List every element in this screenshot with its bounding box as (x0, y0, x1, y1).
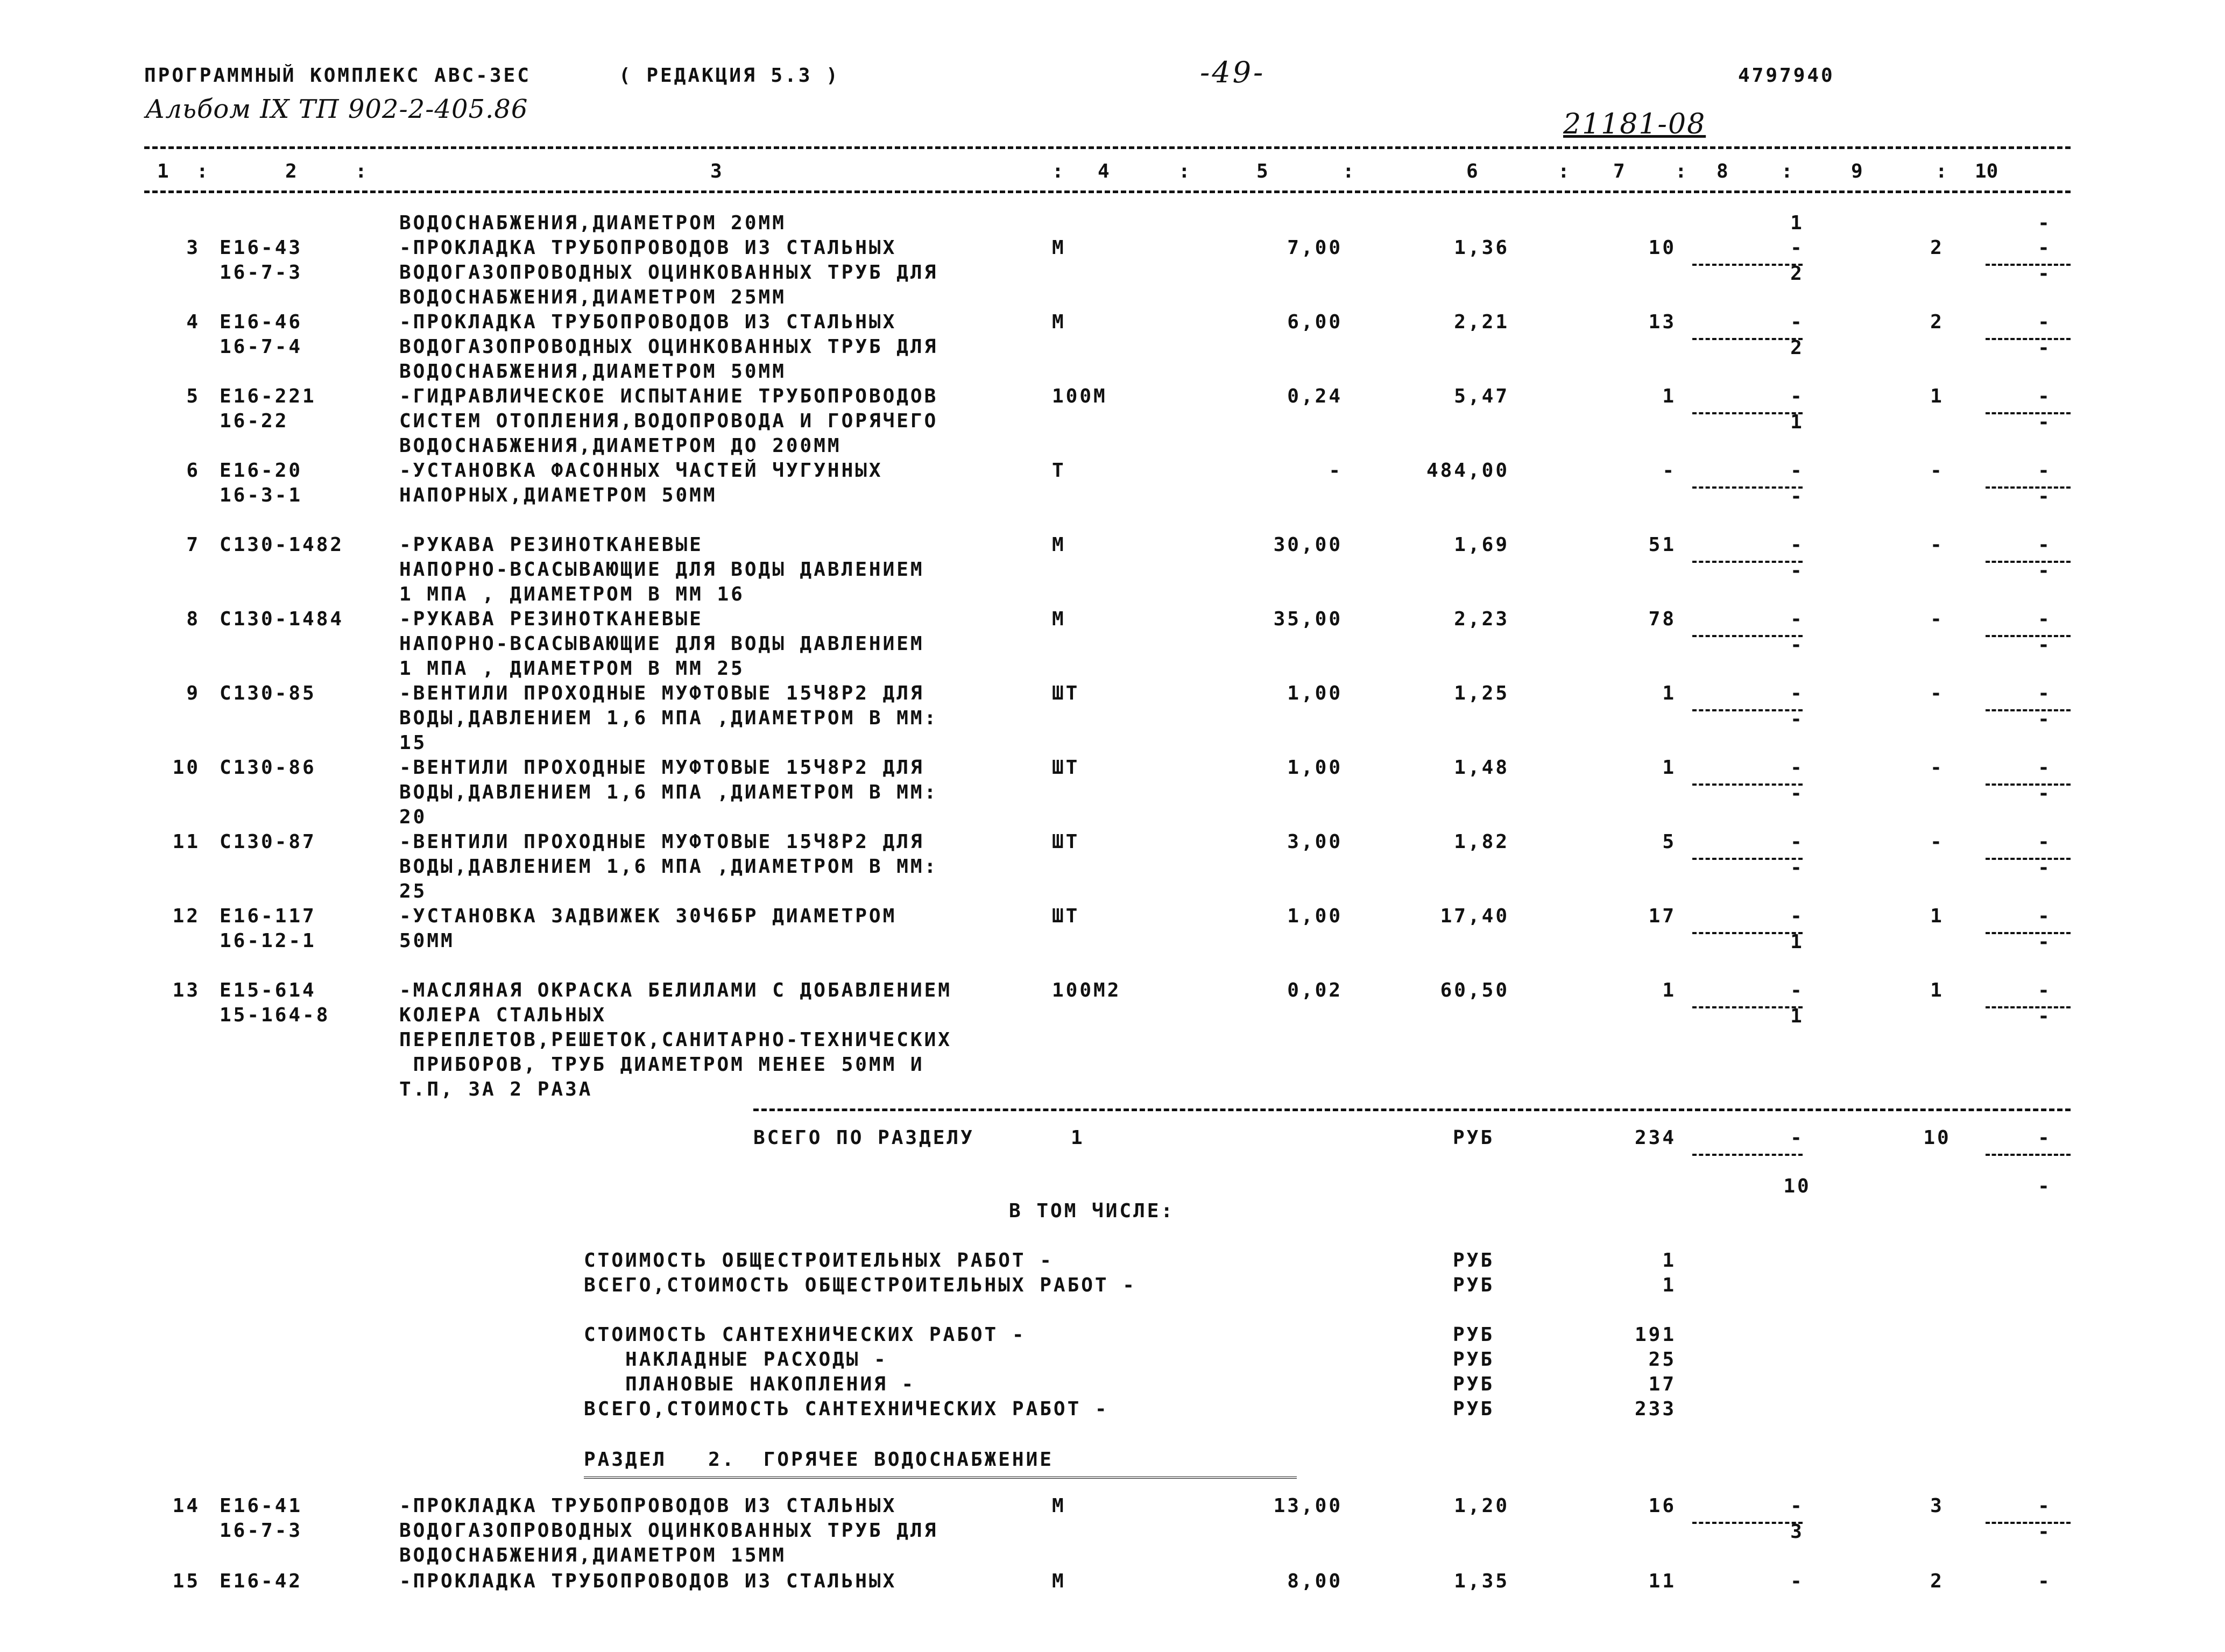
unit: 100М (1052, 385, 1107, 407)
item-description: 1 МПА , ДИАМЕТРОМ В ММ 25 (399, 658, 745, 680)
item-description: -ПРОКЛАДКА ТРУБОПРОВОДОВ ИЗ СТАЛЬНЫХ (399, 237, 897, 259)
item-description: -ВЕНТИЛИ ПРОХОДНЫЕ МУФТОВЫЕ 15Ч8Р2 ДЛЯ (399, 682, 924, 704)
col10-bottom: - (2038, 782, 2052, 804)
unit: ШТ (1052, 905, 1080, 927)
col8-top: 1 (1790, 212, 1804, 234)
summary-unit: РУБ (1453, 1274, 1495, 1296)
column-separator: : (1936, 160, 1947, 182)
col9-value: 2 (1930, 311, 1944, 333)
item-description: ВОДОСНАБЖЕНИЯ,ДИАМЕТРОМ 20ММ (399, 212, 786, 234)
col10-bottom: - (2038, 1175, 2052, 1197)
column-separator: : (355, 160, 367, 182)
row-number: 5 (186, 385, 200, 407)
unit-price: 1,69 (1454, 534, 1509, 556)
col8-value: - (1790, 311, 1804, 333)
total-cost: 5 (1662, 831, 1676, 853)
unit-price: 17,40 (1440, 905, 1509, 927)
col10-bottom: - (2038, 634, 2052, 656)
col10-value: - (2038, 534, 2052, 556)
column-number: 1 (157, 160, 169, 182)
item-code: 15-164-8 (220, 1004, 330, 1026)
unit-price: 484,00 (1426, 460, 1509, 482)
quantity: 30,00 (1273, 534, 1343, 556)
col8-value: - (1790, 831, 1804, 853)
page-number: -49- (1200, 55, 1266, 89)
item-code: С130-87 (220, 831, 316, 853)
column-separator: : (1178, 160, 1190, 182)
item-description: ВОДОСНАБЖЕНИЯ,ДИАМЕТРОМ 50ММ (399, 361, 786, 383)
summary-unit: РУБ (1453, 1249, 1495, 1272)
col8-value: - (1790, 979, 1804, 1001)
col9-value: - (1930, 608, 1944, 630)
summary-unit: РУБ (1453, 1373, 1495, 1395)
unit-price: 1,48 (1454, 757, 1509, 779)
unit: 100М2 (1052, 979, 1121, 1001)
total-cost: 1 (1662, 757, 1676, 779)
section-title-underline (584, 1477, 1297, 1479)
col8-bottom: - (1790, 708, 1804, 730)
unit: М (1052, 1570, 1066, 1592)
unit-price: 1,35 (1454, 1570, 1509, 1592)
col10-value: - (2038, 905, 2052, 927)
item-code: Е15-614 (220, 979, 316, 1001)
col8-bottom: 10 (1783, 1175, 1811, 1197)
item-description: -РУКАВА РЕЗИНОТКАНЕВЫЕ (399, 534, 703, 556)
col10-value: - (2038, 979, 2052, 1001)
summary-unit: РУБ (1453, 1349, 1495, 1371)
total-cost: 1 (1662, 979, 1676, 1001)
including-heading: В ТОМ ЧИСЛЕ: (1009, 1200, 1175, 1222)
col10-value: - (2038, 460, 2052, 482)
quantity: 7,00 (1287, 237, 1343, 259)
summary-unit: РУБ (1453, 1398, 1495, 1420)
col10-value: - (2038, 237, 2052, 259)
item-description: -УСТАНОВКА ЗАДВИЖЕК 30Ч6БР ДИАМЕТРОМ (399, 905, 897, 927)
handwritten-code: 21181-08 (1563, 108, 1706, 140)
item-description: 25 (399, 880, 427, 902)
item-description: 50ММ (399, 930, 455, 952)
item-description: 20 (399, 806, 427, 828)
col10-bottom: - (2038, 708, 2052, 730)
row-number: 7 (186, 534, 200, 556)
col10-bottom: - (2038, 337, 2052, 359)
column-separator: : (1675, 160, 1687, 182)
col9-value: 10 (1923, 1127, 1951, 1149)
col10-fraction-line (1986, 1154, 2071, 1156)
col10-value: - (2038, 1570, 2052, 1592)
total-cost: 78 (1648, 608, 1676, 630)
column-separator: : (1052, 160, 1064, 182)
header-rule-top (144, 146, 2071, 149)
col9-value: 1 (1930, 905, 1944, 927)
item-code: С130-1482 (220, 534, 344, 556)
row-number: 15 (172, 1570, 200, 1592)
quantity: 13,00 (1273, 1495, 1343, 1517)
quantity: 8,00 (1287, 1570, 1343, 1592)
col10-bottom: - (2038, 931, 2052, 953)
quantity: 0,02 (1287, 979, 1343, 1001)
col8-value: - (1790, 385, 1804, 407)
quantity: 1,00 (1287, 757, 1343, 779)
item-code: 16-22 (220, 410, 289, 432)
item-description: ПРИБОРОВ, ТРУБ ДИАМЕТРОМ МЕНЕЕ 50ММ И (399, 1054, 924, 1076)
item-code: 16-12-1 (220, 930, 316, 952)
col10-value: - (2038, 757, 2052, 779)
total-cost: - (1662, 460, 1676, 482)
col10-bottom: - (2038, 411, 2052, 433)
quantity: - (1329, 460, 1343, 482)
summary-unit: РУБ (1453, 1324, 1495, 1346)
item-code: Е16-43 (220, 237, 303, 259)
unit-price: 2,21 (1454, 311, 1509, 333)
col8-bottom: - (1790, 782, 1804, 804)
item-description: ВОДОСНАБЖЕНИЯ,ДИАМЕТРОМ 25ММ (399, 286, 786, 308)
column-separator: : (1781, 160, 1793, 182)
summary-value: 25 (1648, 1349, 1676, 1371)
col10-value: - (2038, 1495, 2052, 1517)
item-code: Е16-42 (220, 1570, 303, 1592)
col10-bottom: - (2038, 1521, 2052, 1543)
col10-top: - (2038, 212, 2052, 234)
program-name: ПРОГРАММНЫЙ КОМПЛЕКС АВС-ЗЕС (144, 65, 531, 87)
currency-unit: РУБ (1453, 1127, 1495, 1149)
item-description: ВОДОСНАБЖЕНИЯ,ДИАМЕТРОМ ДО 200ММ (399, 435, 842, 457)
col8-bottom: 3 (1790, 1521, 1804, 1543)
col9-value: 1 (1930, 385, 1944, 407)
item-code: Е16-20 (220, 460, 303, 482)
item-code: 16-7-3 (220, 262, 303, 284)
unit: М (1052, 237, 1066, 259)
col8-value: - (1790, 905, 1804, 927)
column-number: 10 (1975, 160, 1998, 182)
col8-bottom: - (1790, 857, 1804, 879)
item-description: ВОДОГАЗОПРОВОДНЫХ ОЦИНКОВАННЫХ ТРУБ ДЛЯ (399, 262, 938, 284)
column-separator: : (1558, 160, 1570, 182)
item-description: ПЕРЕПЛЕТОВ,РЕШЕТОК,САНИТАРНО-ТЕХНИЧЕСКИХ (399, 1029, 952, 1051)
unit-price: 1,82 (1454, 831, 1509, 853)
item-description: КОЛЕРА СТАЛЬНЫХ (399, 1004, 607, 1026)
col10-value: - (2038, 1127, 2052, 1149)
col8-fraction-line (1692, 1154, 1803, 1156)
quantity: 35,00 (1273, 608, 1343, 630)
col10-value: - (2038, 385, 2052, 407)
col9-value: - (1930, 534, 1944, 556)
col9-value: - (1930, 460, 1944, 482)
col8-value: - (1790, 460, 1804, 482)
item-description: ВОДЫ,ДАВЛЕНИЕМ 1,6 МПА ,ДИАМЕТРОМ В ММ: (399, 781, 938, 803)
unit: ШТ (1052, 682, 1080, 704)
item-code: 16-7-4 (220, 336, 303, 358)
total-cost: 13 (1648, 311, 1676, 333)
row-number: 13 (172, 979, 200, 1001)
unit-price: 2,23 (1454, 608, 1509, 630)
unit: М (1052, 311, 1066, 333)
col8-bottom: 1 (1790, 931, 1804, 953)
col8-bottom: 1 (1790, 411, 1804, 433)
col10-value: - (2038, 311, 2052, 333)
col9-value: - (1930, 757, 1944, 779)
item-description: -МАСЛЯНАЯ ОКРАСКА БЕЛИЛАМИ С ДОБАВЛЕНИЕМ (399, 979, 952, 1001)
col9-value: - (1930, 682, 1944, 704)
column-number: 4 (1098, 160, 1110, 182)
col10-value: - (2038, 682, 2052, 704)
col8-bottom: 2 (1790, 337, 1804, 359)
unit: Т (1052, 460, 1066, 482)
col8-value: - (1790, 757, 1804, 779)
unit: ШТ (1052, 831, 1080, 853)
summary-label: СТОИМОСТЬ САНТЕХНИЧЕСКИХ РАБОТ - (584, 1324, 1026, 1346)
col8-value: - (1790, 1495, 1804, 1517)
item-description: -ВЕНТИЛИ ПРОХОДНЫЕ МУФТОВЫЕ 15Ч8Р2 ДЛЯ (399, 757, 924, 779)
doc-number: 4797940 (1738, 65, 1835, 87)
col8-bottom: - (1790, 634, 1804, 656)
section-total-rule (753, 1109, 2071, 1111)
item-description: ВОДЫ,ДАВЛЕНИЕМ 1,6 МПА ,ДИАМЕТРОМ В ММ: (399, 856, 938, 878)
row-number: 3 (186, 237, 200, 259)
row-number: 8 (186, 608, 200, 630)
album-note: Альбом IX ТП 902-2-405.86 (145, 94, 528, 124)
unit-price: 5,47 (1454, 385, 1509, 407)
item-description: СИСТЕМ ОТОПЛЕНИЯ,ВОДОПРОВОДА И ГОРЯЧЕГО (399, 410, 938, 432)
col10-bottom: - (2038, 485, 2052, 507)
column-number: 7 (1613, 160, 1625, 182)
col9-value: 2 (1930, 1570, 1944, 1592)
section-title: РАЗДЕЛ 2. ГОРЯЧЕЕ ВОДОСНАБЖЕНИЕ (584, 1449, 1054, 1471)
row-number: 6 (186, 460, 200, 482)
summary-label: ВСЕГО,СТОИМОСТЬ САНТЕХНИЧЕСКИХ РАБОТ - (584, 1398, 1109, 1420)
col10-bottom: - (2038, 857, 2052, 879)
item-code: Е16-41 (220, 1495, 303, 1517)
col8-value: - (1790, 534, 1804, 556)
item-description: ВОДЫ,ДАВЛЕНИЕМ 1,6 МПА ,ДИАМЕТРОМ В ММ: (399, 707, 938, 729)
col9-value: 3 (1930, 1495, 1944, 1517)
summary-value: 1 (1662, 1249, 1676, 1272)
row-number: 14 (172, 1495, 200, 1517)
total-cost: 11 (1648, 1570, 1676, 1592)
item-code: Е16-117 (220, 905, 316, 927)
item-description: ВОДОГАЗОПРОВОДНЫХ ОЦИНКОВАННЫХ ТРУБ ДЛЯ (399, 1520, 938, 1542)
item-description: -РУКАВА РЕЗИНОТКАНЕВЫЕ (399, 608, 703, 630)
unit-price: 1,25 (1454, 682, 1509, 704)
item-code: Е16-46 (220, 311, 303, 333)
section-total-label: ВСЕГО ПО РАЗДЕЛУ (753, 1127, 974, 1149)
total-cost: 1 (1662, 682, 1676, 704)
col8-bottom: - (1790, 560, 1804, 582)
col10-value: - (2038, 831, 2052, 853)
col9-value: - (1930, 831, 1944, 853)
col8-value: - (1790, 1570, 1804, 1592)
col10-bottom: - (2038, 560, 2052, 582)
col9-value: 2 (1930, 237, 1944, 259)
col8-bottom: 2 (1790, 263, 1804, 285)
col8-value: - (1790, 608, 1804, 630)
quantity: 1,00 (1287, 905, 1343, 927)
row-number: 12 (172, 905, 200, 927)
column-separator: : (1343, 160, 1354, 182)
item-code: С130-1484 (220, 608, 344, 630)
item-description: НАПОРНЫХ,ДИАМЕТРОМ 50ММ (399, 484, 717, 506)
column-number: 2 (285, 160, 297, 182)
item-code: Е16-221 (220, 385, 316, 407)
item-description: -ПРОКЛАДКА ТРУБОПРОВОДОВ ИЗ СТАЛЬНЫХ (399, 1570, 897, 1592)
total-cost: 10 (1648, 237, 1676, 259)
col9-value: 1 (1930, 979, 1944, 1001)
col10-bottom: - (2038, 1005, 2052, 1027)
item-description: -ПРОКЛАДКА ТРУБОПРОВОДОВ ИЗ СТАЛЬНЫХ (399, 1495, 897, 1517)
summary-label: НАКЛАДНЫЕ РАСХОДЫ - (584, 1349, 888, 1371)
column-number: 3 (710, 160, 722, 182)
quantity: 3,00 (1287, 831, 1343, 853)
unit-price: 1,36 (1454, 237, 1509, 259)
item-description: НАПОРНО-ВСАСЫВАЮЩИЕ ДЛЯ ВОДЫ ДАВЛЕНИЕМ (399, 633, 924, 655)
item-description: ВОДОГАЗОПРОВОДНЫХ ОЦИНКОВАННЫХ ТРУБ ДЛЯ (399, 336, 938, 358)
summary-label: СТОИМОСТЬ ОБЩЕСТРОИТЕЛЬНЫХ РАБОТ - (584, 1249, 1054, 1272)
total-cost: 1 (1662, 385, 1676, 407)
item-description: -ГИДРАВЛИЧЕСКОЕ ИСПЫТАНИЕ ТРУБОПРОВОДОВ (399, 385, 938, 407)
column-number: 6 (1466, 160, 1478, 182)
col10-bottom: - (2038, 263, 2052, 285)
header-rule-bottom (144, 190, 2071, 193)
row-number: 4 (186, 311, 200, 333)
col8-value: - (1790, 1127, 1804, 1149)
item-code: 16-3-1 (220, 484, 303, 506)
unit-price: 1,20 (1454, 1495, 1509, 1517)
item-code: 16-7-3 (220, 1520, 303, 1542)
total-cost: 16 (1648, 1495, 1676, 1517)
row-number: 10 (172, 757, 200, 779)
summary-value: 233 (1634, 1398, 1676, 1420)
summary-label: ВСЕГО,СТОИМОСТЬ ОБЩЕСТРОИТЕЛЬНЫХ РАБОТ - (584, 1274, 1136, 1296)
edition: ( РЕДАКЦИЯ 5.3 ) (619, 65, 840, 87)
col8-bottom: - (1790, 485, 1804, 507)
quantity: 1,00 (1287, 682, 1343, 704)
total-cost: 17 (1648, 905, 1676, 927)
row-number: 11 (172, 831, 200, 853)
unit: М (1052, 1495, 1066, 1517)
item-description: Т.П, ЗА 2 РАЗА (399, 1078, 593, 1100)
col10-value: - (2038, 608, 2052, 630)
col8-value: - (1790, 682, 1804, 704)
summary-value: 1 (1662, 1274, 1676, 1296)
col8-bottom: 1 (1790, 1005, 1804, 1027)
unit: М (1052, 608, 1066, 630)
item-description: -ПРОКЛАДКА ТРУБОПРОВОДОВ ИЗ СТАЛЬНЫХ (399, 311, 897, 333)
item-code: С130-86 (220, 757, 316, 779)
item-description: -УСТАНОВКА ФАСОННЫХ ЧАСТЕЙ ЧУГУННЫХ (399, 460, 883, 482)
row-number: 9 (186, 682, 200, 704)
section-total-value: 234 (1634, 1127, 1676, 1149)
column-number: 8 (1717, 160, 1728, 182)
item-code: С130-85 (220, 682, 316, 704)
item-description: 1 МПА , ДИАМЕТРОМ В ММ 16 (399, 583, 745, 605)
section-number: 1 (1071, 1127, 1085, 1149)
column-number: 5 (1256, 160, 1268, 182)
total-cost: 51 (1648, 534, 1676, 556)
summary-label: ПЛАНОВЫЕ НАКОПЛЕНИЯ - (584, 1373, 916, 1395)
item-description: НАПОРНО-ВСАСЫВАЮЩИЕ ДЛЯ ВОДЫ ДАВЛЕНИЕМ (399, 559, 924, 581)
column-number: 9 (1851, 160, 1863, 182)
unit: М (1052, 534, 1066, 556)
quantity: 0,24 (1287, 385, 1343, 407)
quantity: 6,00 (1287, 311, 1343, 333)
column-separator: : (196, 160, 208, 182)
col8-value: - (1790, 237, 1804, 259)
summary-value: 17 (1648, 1373, 1676, 1395)
summary-value: 191 (1634, 1324, 1676, 1346)
unit-price: 60,50 (1440, 979, 1509, 1001)
item-description: 15 (399, 732, 427, 754)
item-description: -ВЕНТИЛИ ПРОХОДНЫЕ МУФТОВЫЕ 15Ч8Р2 ДЛЯ (399, 831, 924, 853)
unit: ШТ (1052, 757, 1080, 779)
item-description: ВОДОСНАБЖЕНИЯ,ДИАМЕТРОМ 15ММ (399, 1544, 786, 1566)
